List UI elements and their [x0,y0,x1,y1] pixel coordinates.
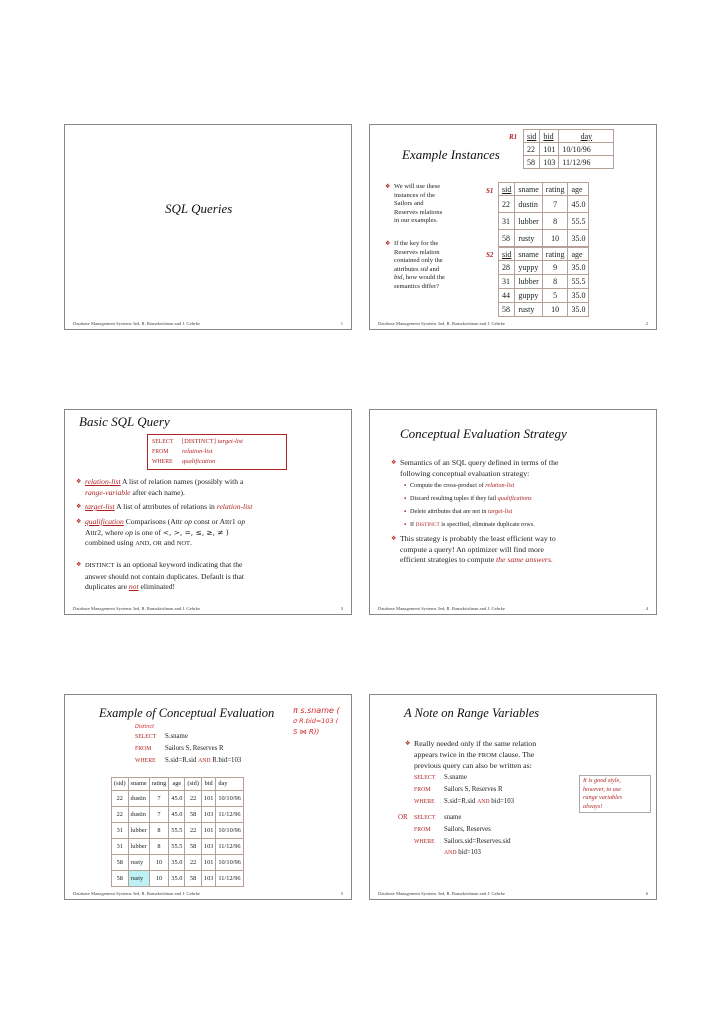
cell: 9 [542,261,568,275]
text: contained only the [394,257,443,265]
text: bid=103 [456,849,481,856]
sub-bullet [404,508,650,516]
cell: 35.0 [568,303,589,317]
slide-title: Example of Conceptual Evaluation [99,706,275,720]
diamond-bullet-icon: ❖ [76,504,82,510]
table-row [499,213,589,230]
r1-label: R1 [509,133,518,141]
text: qualification [182,458,216,465]
text: op [237,517,246,526]
text: op [125,527,133,537]
text: This strategy is probably the least efficient way to [400,534,556,543]
text: We will use these [394,183,441,190]
text: instances of the [394,191,436,199]
cell: 22 [499,196,515,213]
handwriting-text: σ R.bid=103 ( [293,717,339,725]
text: R.bid=103 [210,757,242,764]
keyword: AND [477,799,490,805]
cell: 101 [540,143,559,156]
keyword: FROM [414,787,431,793]
cell: yuppy [515,261,542,275]
cell: 7 [542,196,568,213]
keyword: OR [152,540,162,547]
cell: 58 [499,230,515,247]
text: and [427,265,440,273]
col-header: bid [201,778,215,791]
cell: rusty [515,230,542,247]
term: qualifications [497,495,532,502]
s1-header: rating [542,183,568,196]
cell: 45.0 [169,790,185,806]
text: combined using [85,538,136,547]
keyword: SELECT [414,815,436,821]
cell: 35.0 [169,854,185,870]
slide-footer [73,606,343,611]
cell: 35.0 [169,870,185,886]
handwriting-text: S ⋈ R)) [293,728,320,736]
query2-from [414,825,491,835]
cell: 7 [149,790,169,806]
cell: 103 [201,806,215,822]
keyword: SELECT [414,775,436,781]
slide-title: A Note on Range Variables [404,706,540,720]
diamond-bullet-icon: ❖ [391,460,397,466]
table-row-highlighted [112,870,244,886]
bullet-relation-list [76,477,347,498]
keyword: AND [198,758,211,764]
cell: 35.0 [568,261,589,275]
sql-where [135,756,241,766]
keyword: NOT [176,540,190,547]
term: relation-list [216,502,253,511]
query1-from [414,785,503,795]
or-label: OR [398,813,408,821]
table-row [112,806,244,822]
cell: 22 [185,822,202,838]
text: Semantics of an SQL query defined in terms of the [400,458,559,467]
cell: rusty [128,870,149,886]
cell: 11/12/96 [559,156,614,169]
footer-text: Database Management Systems 3ed, R. Ramakrishnan and J. Gehrke [73,891,200,896]
table-row [524,156,614,169]
keyword: FROM [478,751,497,759]
term: target-list [85,502,115,511]
term: relation-list [485,482,515,489]
cell: 22 [185,790,202,806]
cell: 58 [112,854,129,870]
term: relation-list [85,477,121,486]
square-bullet-icon: ▪ [404,482,407,489]
text: Compute the cross-product of [410,482,486,489]
text: clause. The [496,749,535,759]
keyword: FROM [152,449,169,455]
cell: 31 [499,213,515,230]
text: const or Attr1 [191,517,238,526]
table-row [524,143,614,156]
col-header: (sid) [112,778,129,791]
text: bid=103 [489,798,515,805]
text: , [149,538,153,547]
cell: 45.0 [568,196,589,213]
text: Reserves relation [394,248,440,256]
page-number: 2 [645,321,648,326]
text: A list of attributes of relations in [114,502,217,511]
cell: 7 [149,806,169,822]
handwritten-annotation [293,705,340,738]
cell: guppy [515,289,542,303]
bullet-range-variables [405,739,646,772]
text: previous query can also be written as: [414,761,532,770]
slide-4 [369,409,657,615]
cell: 103 [201,838,215,854]
s2-label: S2 [486,251,494,259]
s1-label: S1 [486,187,494,195]
cell: 31 [112,822,129,838]
handwriting-text: π s.sname ( [293,706,340,715]
cell: rusty [515,303,542,317]
slide-title: Basic SQL Query [79,414,170,429]
cell: 10 [542,230,568,247]
footer-text: Database Management Systems 3ed, R. Ramakrishnan and J. Gehrke [73,321,200,326]
cell: 10/10/96 [216,790,243,806]
diamond-bullet-icon: ❖ [76,562,82,568]
query1-select [414,773,467,783]
cell: 22 [112,806,129,822]
square-bullet-icon: ▪ [404,495,407,502]
text: Discard resulting tuples if they fail [410,495,498,502]
bullet-semantics [391,458,652,479]
slide-footer [378,606,648,611]
r1-table [523,129,614,169]
diamond-bullet-icon: ❖ [385,184,391,190]
table-row [499,261,589,275]
cell: 11/12/96 [216,838,243,854]
text: Sailors S, Reserves R [165,745,224,752]
cell: 8 [542,213,568,230]
text: efficient strategies to compute [400,555,496,564]
s2-header: rating [542,248,568,261]
cell: 11/12/96 [216,806,243,822]
handwriting-text: Distinct [135,724,155,730]
cell: 31 [499,275,515,289]
slide-title: Example Instances [402,147,500,162]
keyword: SELECT [135,734,157,740]
footer-text: Database Management Systems 3ed, R. Ramakrishnan and J. Gehrke [378,606,505,611]
text: following conceptual evaluation strategy: [400,468,530,478]
cell: 55.5 [568,213,589,230]
cell: 45.0 [169,806,185,822]
slide-title: SQL Queries [165,201,233,216]
term: range-variable [85,487,131,497]
page-number: 6 [645,891,648,896]
s1-table [498,182,589,247]
bullet-efficiency [391,534,652,566]
query2-where [414,837,511,847]
note-text: range variables [583,794,623,801]
page-number: 5 [340,891,343,896]
text: , how would the [402,274,445,282]
table-row [112,838,244,854]
s2-header: sname [515,248,542,261]
text: S.sname [165,733,188,740]
slide-footer [378,891,648,896]
cell: lubber [515,275,542,289]
cell: 11/12/96 [216,870,243,886]
s2-header: age [568,248,589,261]
keyword: WHERE [152,459,173,465]
text: Sailors S, Reserves R [444,786,503,793]
cross-product-table [111,777,244,887]
cell: 103 [201,870,215,886]
col-header: sname [128,778,149,791]
keyword: DISTINCT [85,562,115,569]
col-header: rating [149,778,169,791]
text: Comparisons (Attr [123,517,185,526]
text: [DISTINCT] [182,438,218,445]
text: is one of [132,527,163,537]
cell: 35.0 [568,289,589,303]
query1-where [414,797,514,807]
cell: 55.5 [169,838,185,854]
text: Really needed only if the same relation [414,739,537,748]
cell: 10 [149,854,169,870]
cell: 10/10/96 [559,143,614,156]
text: duplicates are [85,582,129,591]
cell: dustin [128,790,149,806]
text: answer should not contain duplicates. Default is that [85,571,245,581]
cell: 55.5 [169,822,185,838]
s2-table [498,247,589,317]
text: relation-list [182,448,213,455]
cell: 22 [185,854,202,870]
sub-bullet [404,482,650,490]
cell: 35.0 [568,230,589,247]
text: sid [420,265,428,273]
query2-select [414,813,461,823]
cell: 58 [185,806,202,822]
text: If [410,521,416,528]
slide-5 [64,694,352,900]
bullet [385,240,484,292]
square-bullet-icon: ▪ [404,508,407,515]
slide-6 [369,694,657,900]
table-row [499,230,589,247]
text: Sailors.sid=Reserves.sid [444,838,511,845]
cell: rusty [128,854,149,870]
term: qualification [85,517,124,526]
slide-footer [73,321,343,326]
sub-bullet [404,521,650,529]
slide-1 [64,124,352,330]
text: bid [394,274,403,282]
sub-bullet [404,495,650,503]
cell: 101 [201,822,215,838]
text: Attr2, where [85,527,126,537]
cell: 10 [542,303,568,317]
slide-footer [73,891,343,896]
r1-header: sid [524,130,540,143]
s1-header: sid [499,183,515,196]
text: . [189,538,192,547]
keyword: FROM [414,827,431,833]
text: sname [444,814,462,821]
text: S.sid=R.sid [444,798,478,805]
cell: 5 [542,289,568,303]
slide-3 [64,409,352,615]
cell: 58 [185,838,202,854]
cell: 55.5 [568,275,589,289]
text: semantics differ? [394,282,440,290]
cell: 58 [112,870,129,886]
text: attributes [394,265,421,273]
cell: 10 [149,870,169,886]
keyword: WHERE [414,799,435,805]
footer-text: Database Management Systems 3ed, R. Ramakrishnan and J. Gehrke [73,606,200,611]
cell: 22 [112,790,129,806]
r1-header: bid [540,130,559,143]
note-text: It is good style, [583,777,621,784]
col-header: (sid) [185,778,202,791]
table-row [112,822,244,838]
diamond-bullet-icon: ❖ [385,241,391,247]
cell: 44 [499,289,515,303]
keyword: WHERE [414,839,435,845]
keyword: FROM [135,746,152,752]
cell: 22 [524,143,540,156]
cell: 8 [149,822,169,838]
table-row [499,303,589,317]
text: A list of relation names (possibly with a [120,477,244,486]
cell: lubber [515,213,542,230]
text: Sailors, Reserves [444,826,491,833]
text: S.sname [444,774,467,781]
table-row [112,790,244,806]
style-note [579,775,651,813]
text: target-list [217,438,243,445]
cell: 58 [499,303,515,317]
footer-text: Database Management Systems 3ed, R. Ramakrishnan and J. Gehrke [378,321,505,326]
text: after each name). [130,487,185,497]
query2-and [444,848,481,858]
s1-header: sname [515,183,542,196]
square-bullet-icon: ▪ [404,521,407,528]
bullet-qualification [76,517,347,550]
slide-2 [369,124,657,330]
note-text: always! [583,802,603,810]
text: If the key for the [394,240,439,247]
col-header: day [216,778,243,791]
text: Sailors and [394,200,424,208]
term: target-list [488,508,513,515]
s2-header: sid [499,248,515,261]
cell: lubber [128,822,149,838]
table-row [499,289,589,303]
cell: 31 [112,838,129,854]
text: eliminated! [138,582,176,591]
diamond-bullet-icon: ❖ [391,536,397,542]
sql-select [135,732,188,742]
cell: 58 [524,156,540,169]
cell: 101 [201,790,215,806]
text: appears twice in the [414,749,479,759]
text: Reserves relations [394,208,443,216]
footer-text: Database Management Systems 3ed, R. Ramakrishnan and J. Gehrke [378,891,505,896]
diamond-bullet-icon: ❖ [76,519,82,525]
text: op [184,517,192,526]
text: is an optional keyword indicating that the [114,560,243,569]
cell: lubber [128,838,149,854]
bullet [385,183,480,226]
cell: 8 [149,838,169,854]
text: compute a query! An optimizer will find more [400,544,544,554]
cell: 58 [185,870,202,886]
diamond-bullet-icon: ❖ [405,741,411,747]
cell: dustin [128,806,149,822]
table-row [499,275,589,289]
sql-syntax-box [147,434,287,470]
text: in our examples. [394,217,438,225]
cell: 10/10/96 [216,822,243,838]
sql-from [135,744,224,754]
keyword: AND [135,540,150,547]
term: the same answers. [495,555,553,564]
s1-header: age [568,183,589,196]
cell: dustin [515,196,542,213]
cell: 28 [499,261,515,275]
keyword: WHERE [135,758,156,764]
cell: 8 [542,275,568,289]
r1-header: day [559,130,614,143]
keyword: AND [444,850,457,856]
keyword: DISTINCT [415,522,440,528]
text: and [161,538,177,547]
cell: 10/10/96 [216,854,243,870]
slide-footer [378,321,648,326]
text: is specified, eliminate duplicate rows. [439,521,535,528]
keyword: SELECT [152,439,174,445]
note-text: however, to use [583,785,621,793]
slide-title: Conceptual Evaluation Strategy [400,426,567,441]
bullet-distinct [76,560,347,593]
table-row [112,854,244,870]
bullet-target-list [76,502,347,513]
cell: 101 [201,854,215,870]
page-number: 3 [340,606,343,611]
table-row [499,196,589,213]
text: <, >, =, ≤, ≥, ≠ ) [162,527,229,537]
page-number: 4 [645,606,648,611]
term: not [128,582,139,591]
text: S.sid=R.sid [165,757,199,764]
col-header: age [169,778,185,791]
diamond-bullet-icon: ❖ [76,479,82,485]
cell: 103 [540,156,559,169]
text: Delete attributes that are not in [410,508,489,515]
page-number: 1 [340,321,343,326]
